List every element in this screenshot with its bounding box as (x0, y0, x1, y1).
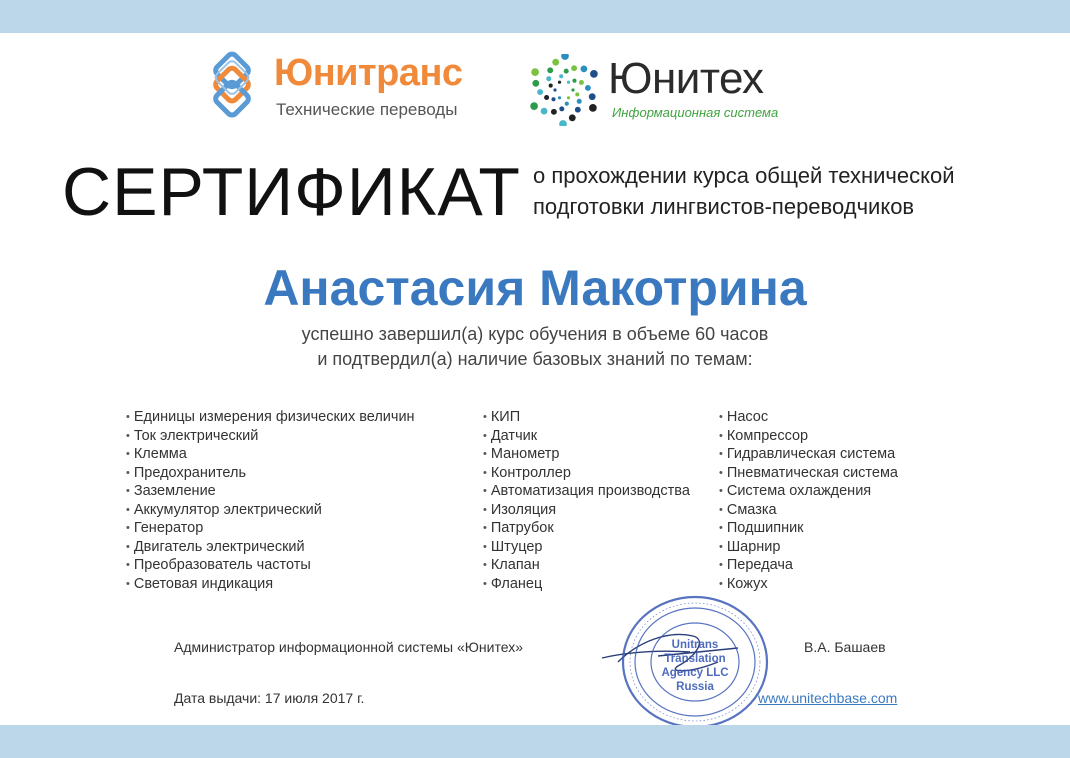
topic-item: • Двигатель электрический (126, 538, 415, 557)
logo-dot (567, 96, 570, 99)
topic-item: • Аккумулятор электрический (126, 501, 415, 520)
logo-dot (572, 79, 576, 83)
admin-label: Администратор информационной системы «Юнитех» (174, 639, 523, 655)
completion-line-1: успешно завершил(а) курс обучения в объеме 60 часов (301, 324, 769, 344)
stamp-line-3: Agency LLC (661, 667, 729, 679)
completion-line-2: и подтвердил(а) наличие базовых знаний по темам: (317, 349, 753, 369)
topics-column-1 (126, 408, 415, 593)
logo-dot (544, 95, 549, 100)
topic-item: • Передача (719, 556, 898, 575)
logo-dot (575, 92, 579, 96)
topic-item: • Компрессор (719, 427, 898, 446)
logo-dot (569, 114, 576, 121)
logo-dot (551, 97, 555, 101)
logo-dot (564, 69, 569, 74)
logo-dot (553, 88, 556, 91)
unitech-logo-mark-icon (528, 54, 600, 126)
unitrans-brand: Юнитранс (274, 52, 463, 94)
logo-dot (571, 65, 577, 71)
logo-dot (579, 80, 584, 85)
topic-item: • Кожух (719, 575, 898, 594)
signer-name: В.А. Башаев (804, 639, 886, 655)
unitech-brand: Юнитех (608, 54, 764, 103)
issue-date: Дата выдачи: 17 июля 2017 г. (174, 690, 365, 706)
topic-item: • Преобразователь частоты (126, 556, 415, 575)
logo-dot (559, 74, 563, 78)
logo-dot (575, 107, 581, 113)
stamp-line-2: Translation (664, 653, 726, 665)
logo-dot (561, 54, 569, 60)
topic-item: • Подшипник (719, 519, 898, 538)
stamp-line-1: Unitrans (671, 639, 719, 651)
topic-item: • Автоматизация производства (483, 482, 690, 501)
unitrans-logo-mark-icon (196, 50, 268, 122)
subtitle-line-1: о прохождении курса общей технической (533, 163, 955, 188)
certificate-subtitle (533, 160, 955, 222)
topic-item: • Насос (719, 408, 898, 427)
logo-dot (558, 81, 561, 84)
unitech-logo (528, 52, 828, 132)
completion-statement (0, 322, 1070, 372)
unitech-tagline: Информационная система (612, 105, 779, 120)
topic-item: • Шарнир (719, 538, 898, 557)
topic-item: • Заземление (126, 482, 415, 501)
topic-item: • Смазка (719, 501, 898, 520)
logo-dot (546, 76, 551, 81)
topic-item: • Контроллер (483, 464, 690, 483)
topic-item: • Предохранитель (126, 464, 415, 483)
topic-item: • Штуцер (483, 538, 690, 557)
unitrans-tagline: Технические переводы (276, 100, 458, 119)
topic-item: • Гидравлическая система (719, 445, 898, 464)
logo-dot (589, 93, 596, 100)
logo-dot (552, 59, 559, 66)
topic-item: • Клемма (126, 445, 415, 464)
logo-dot (559, 106, 564, 111)
certificate-title: СЕРТИФИКАТ (62, 154, 521, 230)
topic-item: • Единицы измерения физических величин (126, 408, 415, 427)
topic-item: • Система охлаждения (719, 482, 898, 501)
logo-dot (549, 84, 553, 88)
topic-item: • Клапан (483, 556, 690, 575)
logo-dot (589, 104, 597, 112)
topic-item: • Датчик (483, 427, 690, 446)
logo-dot (571, 88, 574, 91)
logo-dot (558, 96, 561, 99)
logo-dot (530, 102, 538, 110)
logo-dot (532, 80, 539, 87)
topic-item: • Изоляция (483, 501, 690, 520)
logo-dot (537, 89, 543, 95)
topic-item: • Пневматическая система (719, 464, 898, 483)
recipient-name: Анастасия Макотрина (263, 260, 807, 316)
logo-dot (559, 120, 567, 126)
unitrans-logo (196, 46, 496, 126)
topics-column-3 (719, 408, 898, 593)
logo-dot (541, 108, 548, 115)
logo-dot (585, 85, 591, 91)
logo-dot (581, 66, 588, 73)
logo-dot (551, 109, 557, 115)
logo-dot (590, 70, 598, 78)
company-stamp (620, 594, 770, 730)
logo-dot (565, 102, 569, 106)
stamp-line-4: Russia (676, 681, 714, 693)
subtitle-line-2: подготовки лингвистов-переводчиков (533, 194, 915, 219)
topic-item: • Световая индикация (126, 575, 415, 594)
topics-column-2 (483, 408, 690, 593)
website-link[interactable]: www.unitechbase.com (758, 690, 898, 706)
logo-dot (547, 67, 553, 73)
topic-item: • Ток электрический (126, 427, 415, 446)
topic-item: • КИП (483, 408, 690, 427)
logo-dot (577, 99, 582, 104)
topic-item: • Патрубок (483, 519, 690, 538)
logo-dot (567, 81, 570, 84)
top-band (0, 0, 1070, 33)
topic-item: • Фланец (483, 575, 690, 594)
topic-item: • Манометр (483, 445, 690, 464)
topic-item: • Генератор (126, 519, 415, 538)
bottom-band (0, 725, 1070, 758)
logo-dot (531, 68, 539, 76)
